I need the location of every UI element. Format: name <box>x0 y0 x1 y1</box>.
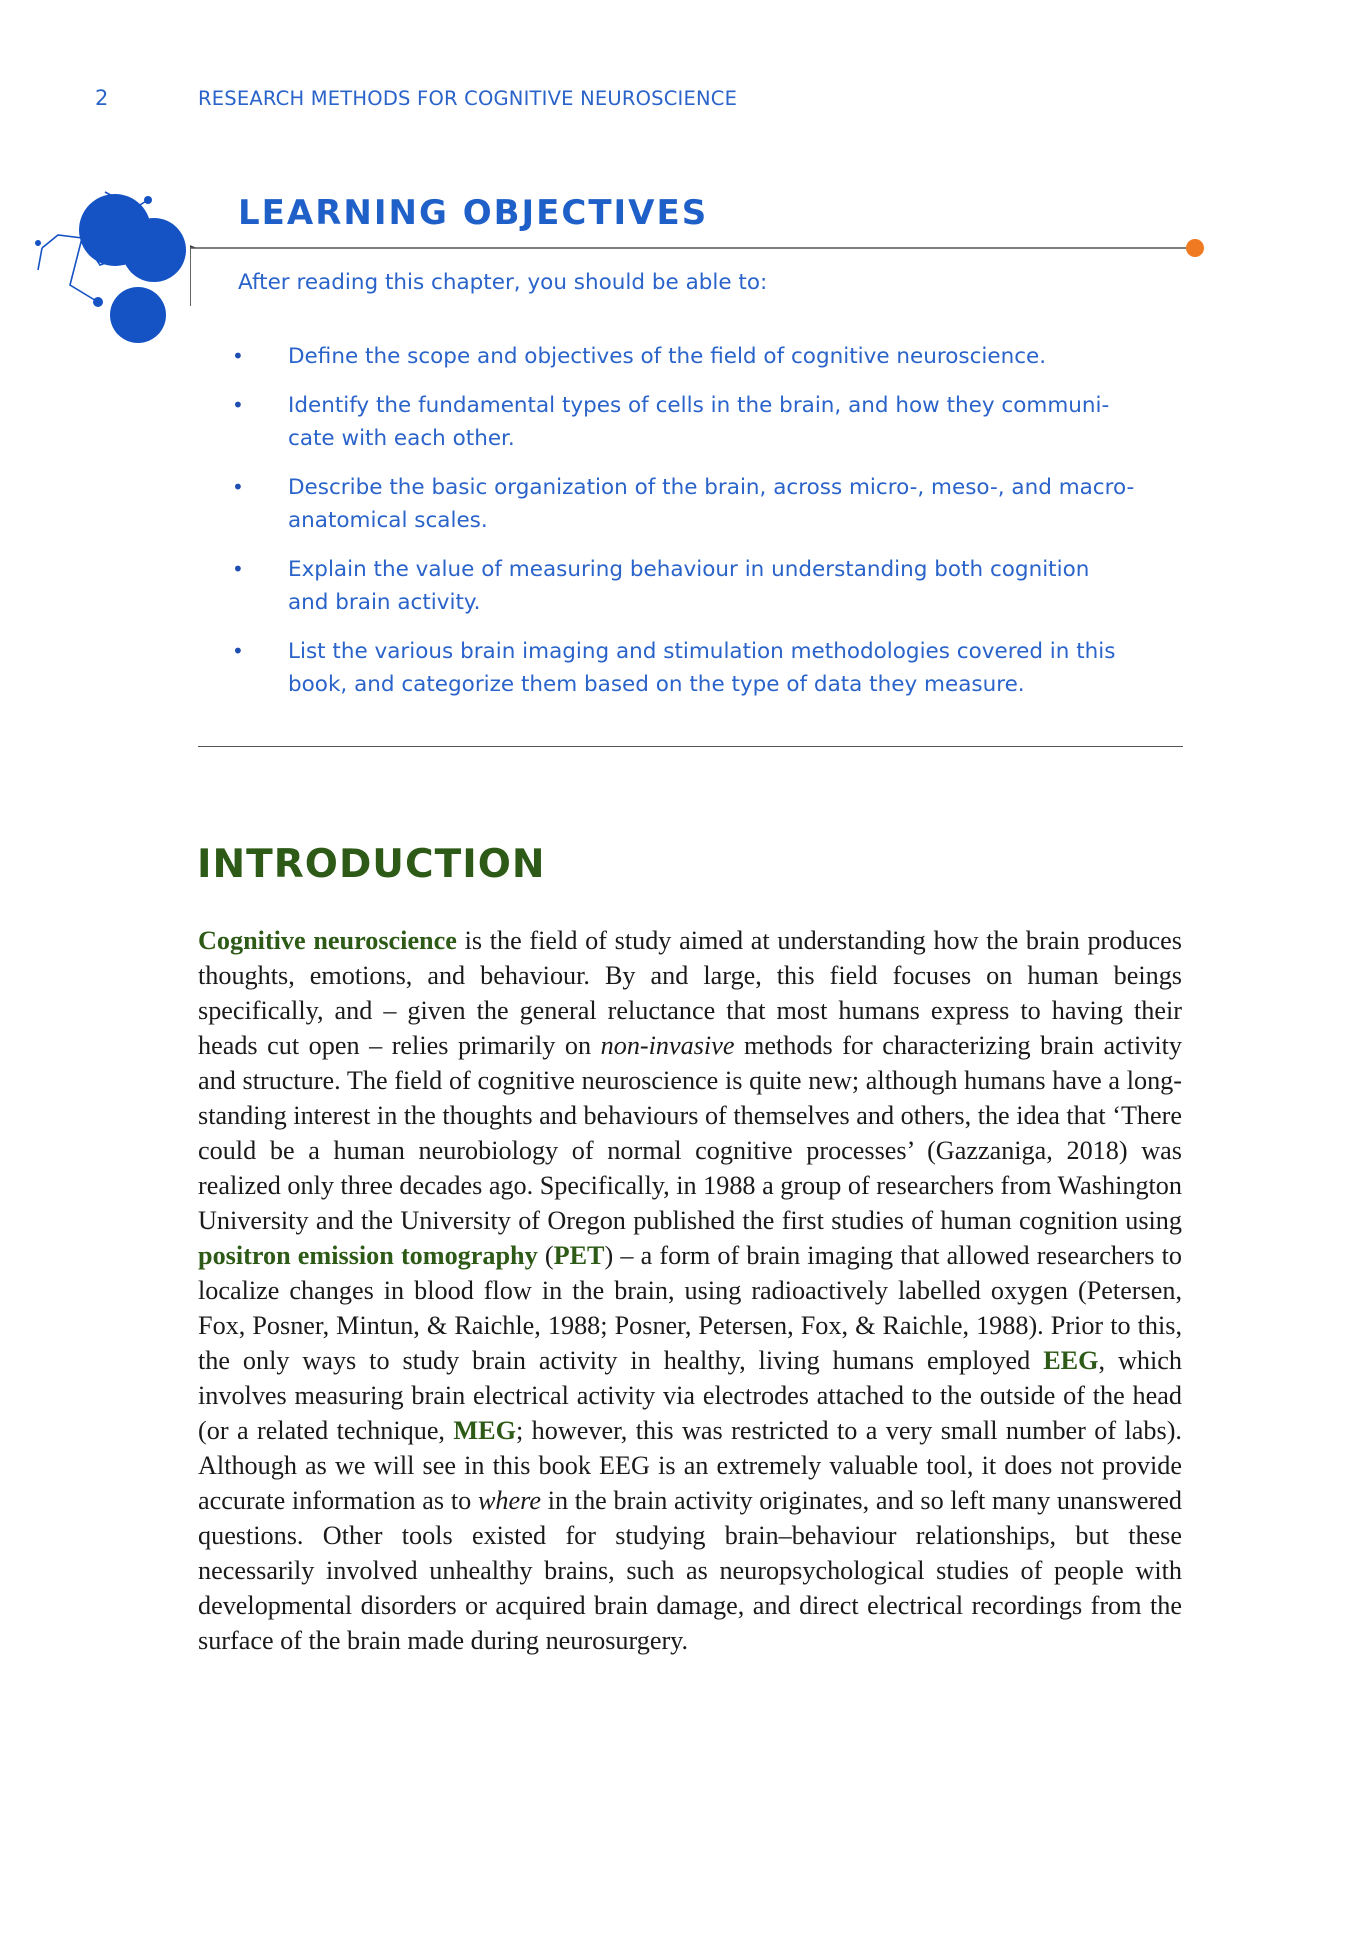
key-term: EEG <box>1043 1346 1099 1375</box>
objective-line: and brain activity. <box>288 590 481 615</box>
key-term: positron emission tomography <box>198 1241 538 1270</box>
introduction-heading: INTRODUCTION <box>197 842 546 887</box>
molecule-decoration-icon <box>30 180 200 350</box>
objective-line: Explain the value of measuring behaviour in understanding both cognition <box>288 557 1090 582</box>
bullet-icon: • <box>232 344 244 368</box>
key-term: MEG <box>453 1416 516 1445</box>
key-term: Cognitive neuroscience <box>198 926 457 955</box>
running-header: RESEARCH METHODS FOR COGNITIVE NEUROSCIENCE <box>198 87 738 110</box>
objective-line: book, and categorize them based on the type of data they measure. <box>288 672 1025 697</box>
objective-item <box>232 340 1152 373</box>
section-divider <box>198 746 1183 747</box>
objective-line: List the various brain imaging and stimulation methodologies covered in this <box>288 639 1116 664</box>
bullet-icon: • <box>232 475 244 499</box>
page-number: 2 <box>95 86 109 110</box>
objective-item <box>232 635 1152 701</box>
objective-line: cate with each other. <box>288 426 515 451</box>
bullet-icon: • <box>232 557 244 581</box>
emphasis: non-invasive <box>600 1031 735 1060</box>
objective-item <box>232 389 1152 455</box>
objective-line: Define the scope and objectives of the field of cognitive neuroscience. <box>288 344 1047 369</box>
bullet-icon: • <box>232 393 244 417</box>
objective-item <box>232 553 1152 619</box>
text-run: , which involves measuring brain electrical activity via electrodes attached to the outside of the head (or a related technique, <box>198 1346 1182 1445</box>
text-run: ) – a form of brain imaging that allowed researchers to localize changes in blood flow in the brain, using radioactively labelled oxygen (Petersen, Fox, Posner, Mintun, & Raichle, 1988; Posner, Petersen, Fox, & Raichle, 1988). Prior to this, the only ways to study brain activity in healthy, living humans employed <box>198 1241 1182 1375</box>
learning-objectives-intro: After reading this chapter, you should be able to: <box>238 270 768 295</box>
text-run: is the field of study aimed at understanding how the brain produces thoughts, emotions, and behaviour. By and large, this field focuses on human beings specifically, and – given the general reluctance that most humans express to having their heads cut open – relies primarily on <box>198 926 1182 1060</box>
objective-line: anatomical scales. <box>288 508 488 533</box>
bullet-icon: • <box>232 639 244 663</box>
text-run: methods for characterizing brain activity and structure. The field of cognitive neuroscience is quite new; although humans have a long-standing interest in the thoughts and behaviours of themselves and others, the idea that ‘There could be a human neurobiology of normal cognitive processes’ (Gazzaniga, 2018) was realized only three decades ago. Specifically, in 1988 a group of researchers from Washington University and the University of Oregon published the first studies of human cognition using <box>198 1031 1182 1235</box>
objective-line: Identify the fundamental types of cells in the brain, and how they communi- <box>288 393 1110 418</box>
objective-line: Describe the basic organization of the brain, across micro-, meso-, and macro- <box>288 475 1135 500</box>
objective-item <box>232 471 1152 537</box>
key-term: PET <box>553 1241 605 1270</box>
text-run: in the brain activity originates, and so left many unanswered questions. Other tools existed for studying brain–behaviour relationships, but these necessarily involved unhealthy brains, such as neuropsychological studies of people with developmental disorders or acquired brain damage, and direct electrical recordings from the surface of the brain made during neurosurgery. <box>198 1486 1182 1655</box>
learning-objectives-list <box>232 340 1152 717</box>
text-run: ( <box>537 1241 554 1270</box>
text-run: ; however, this was restricted to a very small number of labs). Although as we will see in this book EEG is an extremely valuable tool, it does not provide accurate information as to <box>198 1416 1182 1515</box>
emphasis: where <box>477 1486 541 1515</box>
learning-objectives-title: LEARNING OBJECTIVES <box>238 193 709 233</box>
introduction-paragraph <box>198 923 1182 1658</box>
orange-dot-icon <box>1186 239 1204 257</box>
